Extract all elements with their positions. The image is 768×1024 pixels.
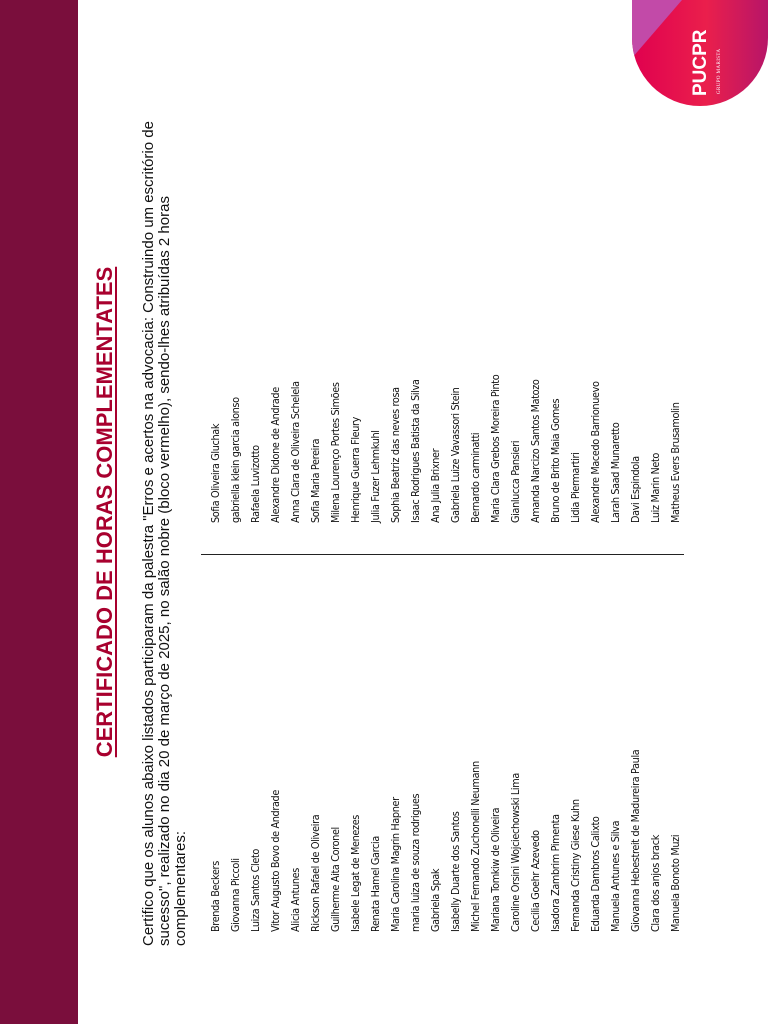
student-name: Gianlucca Pansieri (509, 440, 522, 523)
logo-name: PUCPR (690, 29, 711, 96)
student-name: Eduarda Dambros Calixto (589, 816, 602, 932)
student-name: Henrique Guerra Fleury (349, 416, 362, 523)
student-name: Bruno de Brito Maia Gomes (549, 398, 562, 523)
student-name: Ana Julia Brixner (429, 448, 442, 523)
student-name: Julia Fuzer Lehmkuhl (369, 430, 382, 523)
student-name: Sofia Oliveira Gluchak (209, 423, 222, 523)
student-name: Rickson Rafael de Oliveira (309, 814, 322, 932)
student-name: Isaac Rodrigues Batista da Silva (409, 379, 422, 523)
student-name: Brenda Beckers (209, 861, 222, 932)
certificate-intro: Certifico que os alunos abaixo listados participaram da palestra "Erros e acertos na advocacia: Construindo um escritório de sucesso", realizado no dia 20 de março de 2025, no salão nobre (bloco vermelho), sendo-lhes atribuídas 2 horas complementares: (140, 121, 189, 946)
student-name: Clara dos anjos brack (649, 835, 662, 932)
student-name: Alexandre Macedo Barrionuevo (589, 381, 602, 523)
student-list-right (206, 354, 686, 523)
student-name: Lidia Piermartiri (569, 452, 582, 523)
student-list-left (206, 725, 686, 932)
student-name: Manuela Antunes e Silva (609, 820, 622, 932)
student-name: Gabriela Spak (429, 868, 442, 932)
student-name: Amanda Narcizo Santos Matozo (529, 379, 542, 523)
header-band (0, 0, 78, 1024)
student-name: Guilherme Aita Coronel (329, 827, 342, 932)
student-name: maria luiza de souza rodrigues (409, 793, 422, 932)
student-name: Michel Fernando Zuchonelli Neumann (469, 761, 482, 932)
student-name: Anna Clara de Oliveira Schelela (289, 381, 302, 523)
student-name: Rafaela Luvizotto (249, 445, 262, 523)
student-name: Alicia Antunes (289, 868, 302, 932)
student-name: Davi Espindola (629, 456, 642, 523)
column-divider (201, 554, 684, 555)
certificate-title: CERTIFICADO DE HORAS COMPLEMENTATES (92, 266, 117, 758)
student-name: Caroline Orsini Wojciechowski Lima (509, 773, 522, 932)
student-name: Milena Lourenço Portes Simões (329, 382, 342, 523)
logo-subtitle: GRUPO MARISTA (717, 48, 722, 94)
student-name: Vitor Augusto Bovo de Andrade (269, 790, 282, 932)
student-name: Mariana Tomkiw de Oliveira (489, 807, 502, 932)
student-name: Sophia Beatriz das neves rosa (389, 387, 402, 523)
student-name: Isabele Legat de Menezes (349, 815, 362, 932)
pucpr-logo (632, 0, 768, 106)
student-name: Giovanna Piccoli (229, 858, 242, 932)
student-name: Renata Hamel Garcia (369, 836, 382, 932)
student-name: Gabriela Luize Vavassori Stein (449, 387, 462, 523)
student-name: Alexandre Didone de Andrade (269, 387, 282, 523)
student-name: Maria Clara Grebos Moreira Pinto (489, 374, 502, 523)
student-name: Luiz Marin Neto (649, 452, 662, 523)
student-name: Giovanna Hebestreit de Madureira Paula (629, 749, 642, 932)
student-name: Larah Saad Munaretto (609, 422, 622, 523)
student-name: gabriella klein garcia alonso (229, 397, 242, 523)
student-name: Isabelly Duarte dos Santos (449, 811, 462, 932)
student-name: Matheus Evers Brusamolin (669, 402, 682, 523)
student-name: Sofia Maria Pereira (309, 438, 322, 523)
student-name: Maria Carolina Magrin Hapner (389, 797, 402, 932)
logo-accent-shape (632, 0, 682, 58)
student-name: Manuela Bonoto Muzi (669, 834, 682, 932)
student-name: Fernanda Cristiny Giese Kuhn (569, 799, 582, 932)
student-name: Bernardo carminatti (469, 432, 482, 523)
student-name: Cecilia Goehr Azevedo (529, 830, 542, 932)
student-name: Isadora Zambrim Pimenta (549, 814, 562, 932)
student-name: Luiza Santos Cleto (249, 849, 262, 932)
